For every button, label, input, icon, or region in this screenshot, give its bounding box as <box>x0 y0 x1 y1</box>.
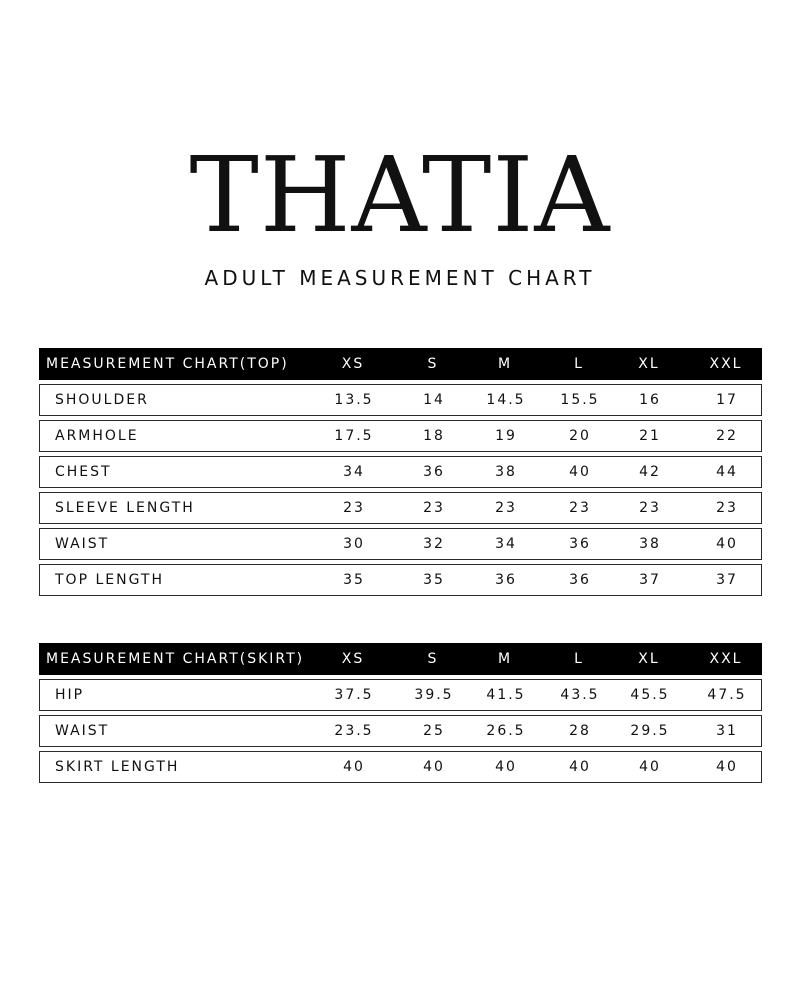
size-header: M <box>497 651 513 667</box>
table-cell: 20 <box>569 428 591 444</box>
row-label: TOP LENGTH <box>55 572 165 588</box>
row-label: SKIRT LENGTH <box>55 759 180 775</box>
table-row <box>39 751 762 783</box>
table-cell: 29.5 <box>630 723 670 739</box>
table-cell: 36 <box>569 536 591 552</box>
table-cell: 34 <box>343 464 365 480</box>
table-cell: 17 <box>716 392 738 408</box>
table-cell: 19 <box>495 428 517 444</box>
table-cell: 23 <box>569 500 591 516</box>
table-cell: 15.5 <box>560 392 600 408</box>
row-label: WAIST <box>55 723 110 739</box>
size-header: L <box>574 356 584 372</box>
table-cell: 43.5 <box>560 687 600 703</box>
size-header: XL <box>638 651 660 667</box>
table-cell: 37.5 <box>334 687 374 703</box>
size-header: XXL <box>709 356 743 372</box>
size-header: XXL <box>709 651 743 667</box>
table-cell: 25 <box>423 723 445 739</box>
table-row <box>39 492 762 524</box>
table-row <box>39 456 762 488</box>
table-cell: 45.5 <box>630 687 670 703</box>
row-label: ARMHOLE <box>55 428 139 444</box>
table-cell: 14 <box>423 392 445 408</box>
table-cell: 40 <box>569 464 591 480</box>
table-cell: 41.5 <box>486 687 526 703</box>
table-cell: 30 <box>343 536 365 552</box>
table-row <box>39 384 762 416</box>
row-label: SLEEVE LENGTH <box>55 500 195 516</box>
table-row <box>39 528 762 560</box>
row-label: CHEST <box>55 464 112 480</box>
row-label: WAIST <box>55 536 110 552</box>
table-cell: 34 <box>495 536 517 552</box>
brand-logo: THATIA <box>189 134 611 256</box>
top-measurement-table <box>39 348 762 600</box>
table-cell: 40 <box>716 536 738 552</box>
table-cell: 40 <box>495 759 517 775</box>
table-title: MEASUREMENT CHART(TOP) <box>46 356 289 372</box>
table-cell: 40 <box>716 759 738 775</box>
skirt-measurement-table <box>39 643 762 787</box>
table-header <box>39 348 762 380</box>
table-cell: 36 <box>423 464 445 480</box>
table-cell: 36 <box>495 572 517 588</box>
table-cell: 22 <box>716 428 738 444</box>
table-row <box>39 715 762 747</box>
table-cell: 38 <box>495 464 517 480</box>
table-cell: 35 <box>423 572 445 588</box>
row-label: SHOULDER <box>55 392 149 408</box>
table-cell: 21 <box>639 428 661 444</box>
table-cell: 32 <box>423 536 445 552</box>
table-cell: 28 <box>569 723 591 739</box>
table-cell: 23 <box>716 500 738 516</box>
table-cell: 14.5 <box>486 392 526 408</box>
table-cell: 23.5 <box>334 723 374 739</box>
table-cell: 40 <box>569 759 591 775</box>
table-cell: 23 <box>343 500 365 516</box>
table-title: MEASUREMENT CHART(SKIRT) <box>46 651 305 667</box>
table-row <box>39 420 762 452</box>
table-cell: 17.5 <box>334 428 374 444</box>
table-cell: 18 <box>423 428 445 444</box>
row-label: HIP <box>55 687 85 703</box>
table-cell: 31 <box>716 723 738 739</box>
table-cell: 37 <box>716 572 738 588</box>
table-cell: 23 <box>423 500 445 516</box>
size-header: S <box>427 356 439 372</box>
table-cell: 35 <box>343 572 365 588</box>
size-header: S <box>427 651 439 667</box>
size-header: M <box>497 356 513 372</box>
table-cell: 39.5 <box>414 687 454 703</box>
size-header: XS <box>341 356 365 372</box>
table-cell: 40 <box>639 759 661 775</box>
size-header: L <box>574 651 584 667</box>
table-cell: 47.5 <box>707 687 747 703</box>
table-cell: 42 <box>639 464 661 480</box>
table-cell: 16 <box>639 392 661 408</box>
table-cell: 40 <box>343 759 365 775</box>
table-cell: 37 <box>639 572 661 588</box>
table-row <box>39 679 762 711</box>
table-cell: 44 <box>716 464 738 480</box>
table-cell: 38 <box>639 536 661 552</box>
table-cell: 23 <box>495 500 517 516</box>
size-header: XL <box>638 356 660 372</box>
size-header: XS <box>341 651 365 667</box>
table-row <box>39 564 762 596</box>
table-cell: 13.5 <box>334 392 374 408</box>
table-cell: 36 <box>569 572 591 588</box>
table-header <box>39 643 762 675</box>
page-subtitle: ADULT MEASUREMENT CHART <box>204 266 596 290</box>
table-cell: 26.5 <box>486 723 526 739</box>
table-cell: 23 <box>639 500 661 516</box>
table-cell: 40 <box>423 759 445 775</box>
